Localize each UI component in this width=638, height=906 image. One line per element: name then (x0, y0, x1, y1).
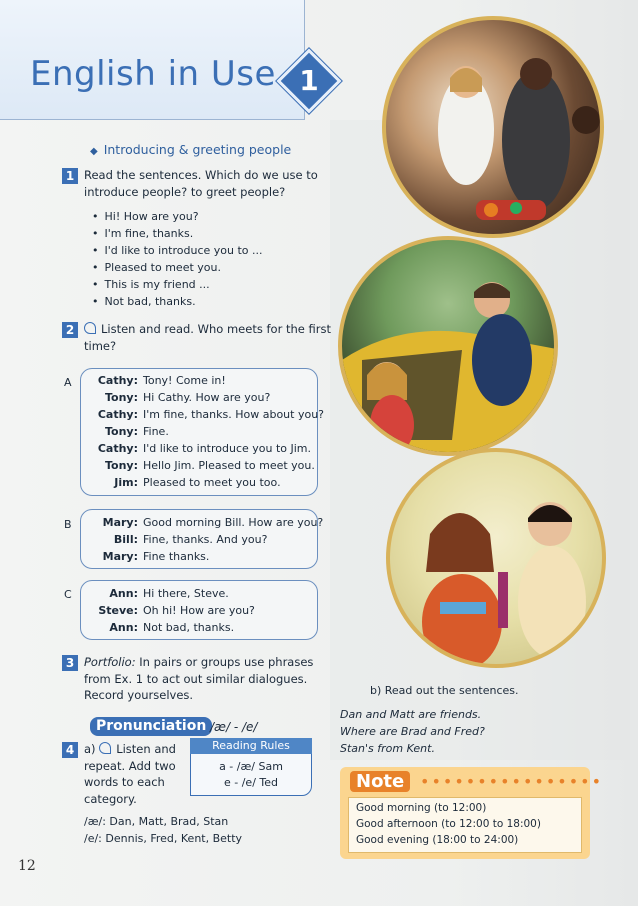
utterance: Tony! Come in! (143, 374, 226, 387)
exercise-4-prompt-line: Listen and (116, 742, 176, 756)
exercise-3-prompt-line: Record yourselves. (84, 688, 194, 702)
utterance: Hi Cathy. How are you? (143, 391, 271, 404)
utterance: Fine. (143, 425, 169, 438)
sound-category: /e/: Dennis, Fred, Kent, Betty (84, 832, 243, 845)
speaker-name: Mary: (102, 550, 138, 563)
exercise-1-prompt (84, 167, 318, 200)
utterance: Hi there, Steve. (143, 587, 229, 600)
speaker-name: Bill: (113, 533, 138, 546)
exercise-2-prompt-line: Listen and read. Who meets for the first (101, 322, 331, 336)
exercise-3-prompt-line: In pairs or groups use phrases (135, 655, 314, 669)
note-line: Good afternoon (to 12:00 to 18:00) (356, 818, 541, 830)
list-item: • Not bad, thanks. (92, 293, 263, 310)
page-number: 12 (18, 858, 36, 874)
dialogue-line (82, 531, 267, 548)
speaker-name: Ann: (109, 587, 138, 600)
exercise-1-prompt-line: introduce people? to greet people? (84, 184, 286, 199)
utterance: I'd like to introduce you to Jim. (143, 442, 312, 455)
list-item: • I'm fine, thanks. (92, 225, 263, 242)
speaker-name: Tony: (105, 459, 138, 472)
dialogue-line (82, 548, 209, 565)
unit-title: English in Use (30, 54, 276, 94)
exercise-3-number: 3 (62, 655, 78, 671)
exercise-4b-heading: b) Read out the sentences. (370, 684, 519, 697)
exercise-2-prompt (84, 321, 331, 354)
note-line: Good morning (to 12:00) (356, 802, 487, 814)
dialogue-b-letter: B (64, 518, 72, 531)
dialogue-line (82, 585, 229, 602)
list-item: • Pleased to meet you. (92, 259, 263, 276)
unit-number: 1 (299, 64, 319, 97)
sound-category: /æ/: Dan, Matt, Brad, Stan (84, 815, 229, 828)
exercise-4-prompt-line: repeat. Add two (84, 758, 176, 773)
exercise-2-prompt-line: time? (84, 338, 117, 353)
dialogue-line (82, 372, 226, 389)
dialogue-line (82, 514, 323, 531)
dialogue-line (82, 440, 311, 457)
note-title: Note (350, 771, 410, 792)
note-dots-decoration: •••••••••••••••• (420, 772, 603, 791)
exercise-3-prompt-line: from Ex. 1 to act out similar dialogues. (84, 671, 308, 686)
list-item: • This is my friend ... (92, 276, 263, 293)
dialogue-line (82, 389, 270, 406)
dialogue-line (82, 423, 169, 440)
speaker-name: Mary: (102, 516, 138, 529)
car-scene-illustration (342, 240, 558, 456)
list-item: • I'd like to introduce you to ... (92, 242, 263, 259)
example-sentence: Where are Brad and Fred? (340, 725, 485, 738)
audio-icon[interactable] (99, 742, 111, 754)
dialogue-line (82, 406, 324, 423)
exercise-4-number: 4 (62, 742, 78, 758)
speaker-name: Cathy: (97, 374, 138, 387)
photo-car-greeting (338, 236, 558, 456)
dialogue-line (82, 619, 234, 636)
reading-rule: e - /e/ Ted (223, 776, 278, 789)
utterance: I'm fine, thanks. How about you? (143, 408, 325, 421)
section-heading (90, 142, 291, 157)
diamond-icon: ◆ (90, 146, 98, 157)
phrase-list (92, 208, 263, 310)
exercise-4-part-label: a) (84, 742, 96, 756)
dialogue-line (82, 457, 315, 474)
exercise-1-number: 1 (62, 168, 78, 184)
exercise-1-prompt-line: Read the sentences. Which do we use to (84, 168, 318, 182)
section-heading-text: Introducing & greeting people (103, 142, 292, 157)
exercise-4-prompt (84, 741, 184, 807)
example-sentence: Dan and Matt are friends. (340, 708, 482, 721)
exercise-3-prompt (84, 654, 324, 704)
utterance: Fine thanks. (143, 550, 210, 563)
utterance: Good morning Bill. How are you? (143, 516, 324, 529)
dialogue-a-letter: A (64, 376, 72, 389)
speaker-name: Cathy: (97, 408, 138, 421)
utterance: Not bad, thanks. (143, 621, 235, 634)
list-item: • Hi! How are you? (92, 208, 263, 225)
speaker-name: Ann: (109, 621, 138, 634)
note-line: Good evening (18:00 to 24:00) (356, 834, 519, 846)
pronunciation-title: Pronunciation (90, 717, 212, 736)
speaker-name: Cathy: (97, 442, 138, 455)
speaker-name: Tony: (105, 425, 138, 438)
audio-icon[interactable] (84, 322, 96, 334)
reading-rules-title: Reading Rules (190, 738, 312, 754)
speaker-name: Tony: (105, 391, 138, 404)
exercise-4-prompt-line: words to each (84, 775, 165, 789)
utterance: Hello Jim. Pleased to meet you. (143, 459, 315, 472)
kids-scene-illustration (390, 452, 606, 668)
dialogue-line (82, 474, 281, 491)
photo-kids-greeting (386, 448, 606, 668)
utterance: Pleased to meet you too. (143, 476, 281, 489)
example-sentence: Stan's from Kent. (340, 742, 435, 755)
utterance: Fine, thanks. And you? (143, 533, 268, 546)
exercise-4-prompt-line: category. (84, 791, 137, 806)
dialogue-line (82, 602, 255, 619)
speaker-name: Jim: (114, 476, 138, 489)
party-scene-illustration (386, 20, 604, 238)
photo-party-greeting (382, 16, 604, 238)
portfolio-label: Portfolio: (84, 655, 136, 669)
exercise-2-number: 2 (62, 322, 78, 338)
reading-rule: a - /æ/ Sam (219, 760, 283, 773)
speaker-name: Steve: (98, 604, 138, 617)
pronunciation-symbols: /æ/ - /e/ (210, 720, 258, 734)
utterance: Oh hi! How are you? (143, 604, 255, 617)
dialogue-c-letter: C (64, 588, 72, 601)
